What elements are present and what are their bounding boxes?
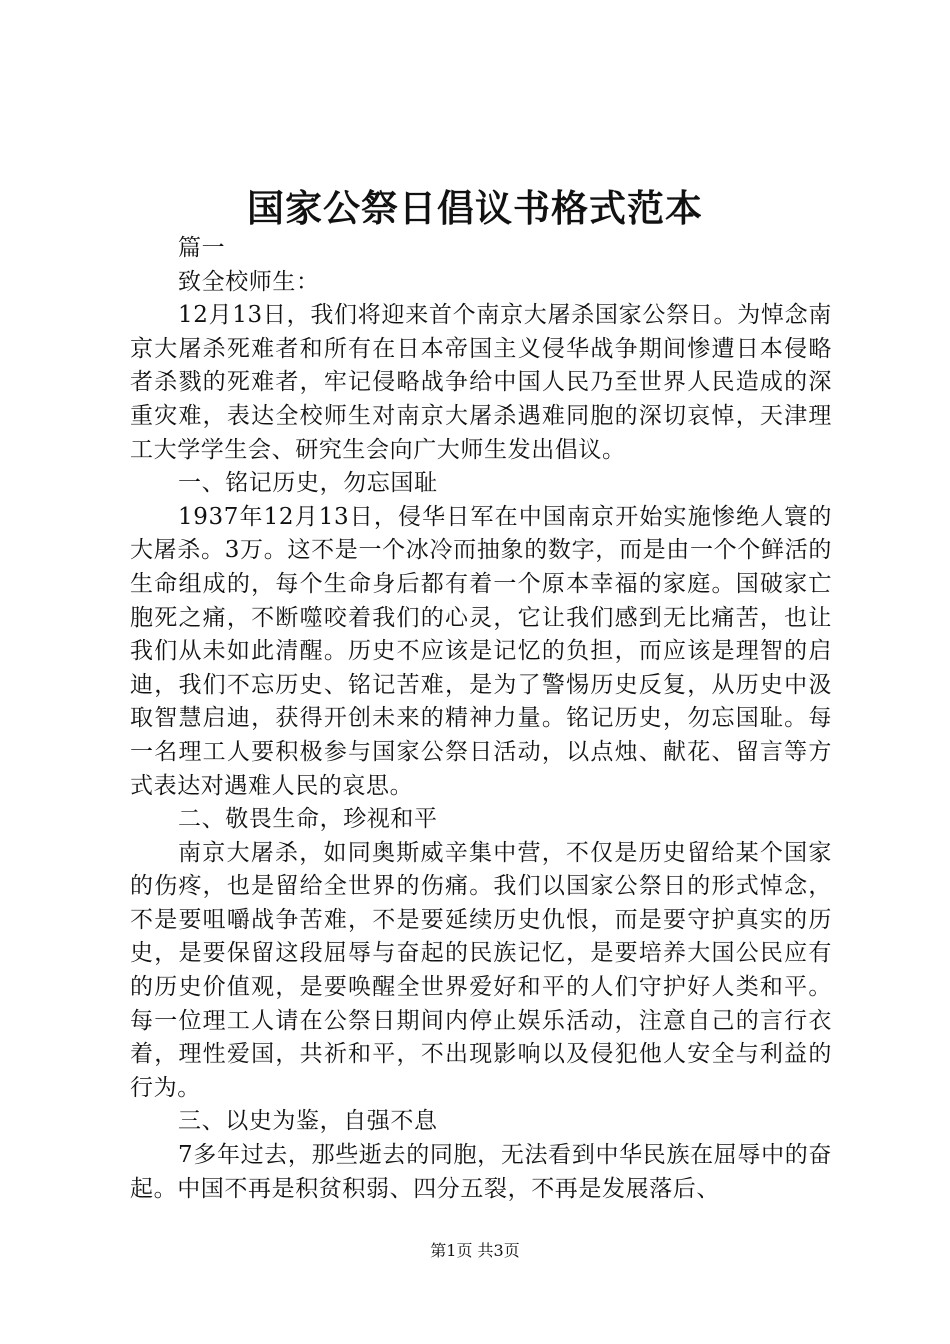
section-label: 篇一 <box>178 235 226 261</box>
body-paragraph-3: 7多年过去，那些逝去的同胞，无法看到中华民族在屈辱中的奋起。中国不再是积贫积弱、四分五裂，不再是发展落后、 <box>130 1142 832 1202</box>
document-body <box>130 232 832 1206</box>
heading-2: 二、敬畏生命，珍视和平 <box>178 806 438 833</box>
document-title: 国家公祭日倡议书格式范本 <box>247 186 703 230</box>
body-paragraph-2: 南京大屠杀，如同奥斯威辛集中营，不仅是历史留给某个国家的伤疼，也是留给全世界的伤痛。我们以国家公祭日的形式悼念，不是要咀嚼战争苦难，不是要延续历史仇恨，而是要守护真实的历史，是要保留这段屈辱与奋起的民族记忆，是要培养大国公民应有的历史价值观，是要唤醒全世界爱好和平的人们守护好人类和平。每一位理工人请在公祭日期间内停止娱乐活动，注意自己的言行衣着，理性爱国，共祈和平，不出现影响以及侵犯他人安全与利益的行为。 <box>130 839 832 1101</box>
salutation: 致全校师生： <box>178 268 320 295</box>
page-footer: 第1页 共3页 <box>430 1241 520 1260</box>
intro-paragraph: 12月13日，我们将迎来首个南京大屠杀国家公祭日。为悼念南京大屠杀死难者和所有在日本帝国主义侵华战争期间惨遭日本侵略者杀戮的死难者，牢记侵略战争给中国人民乃至世界人民造成的深重灾难，表达全校师生对南京大屠杀遇难同胞的深切哀悼，天津理工大学学生会、研究生会向广大师生发出倡议。 <box>130 302 832 463</box>
heading-1: 一、铭记历史，勿忘国耻 <box>178 470 438 497</box>
heading-3: 三、以史为鉴，自强不息 <box>178 1108 438 1135</box>
body-paragraph-1: 1937年12月13日，侵华日军在中国南京开始实施惨绝人寰的大屠杀。3万。这不是一个冰冷而抽象的数字，而是由一个个鲜活的生命组成的，每个生命身后都有着一个原本幸福的家庭。国破家亡胞死之痛，不断噬咬着我们的心灵，它让我们感到无比痛苦，也让我们从未如此清醒。历史不应该是记忆的负担，而应该是理智的启迪，我们不忘历史、铭记苦难，是为了警惕历史反复，从历史中汲取智慧启迪，获得开创未来的精神力量。铭记历史，勿忘国耻。每一名理工人要积极参与国家公祭日活动，以点烛、献花、留言等方式表达对遇难人民的哀思。 <box>130 503 832 799</box>
